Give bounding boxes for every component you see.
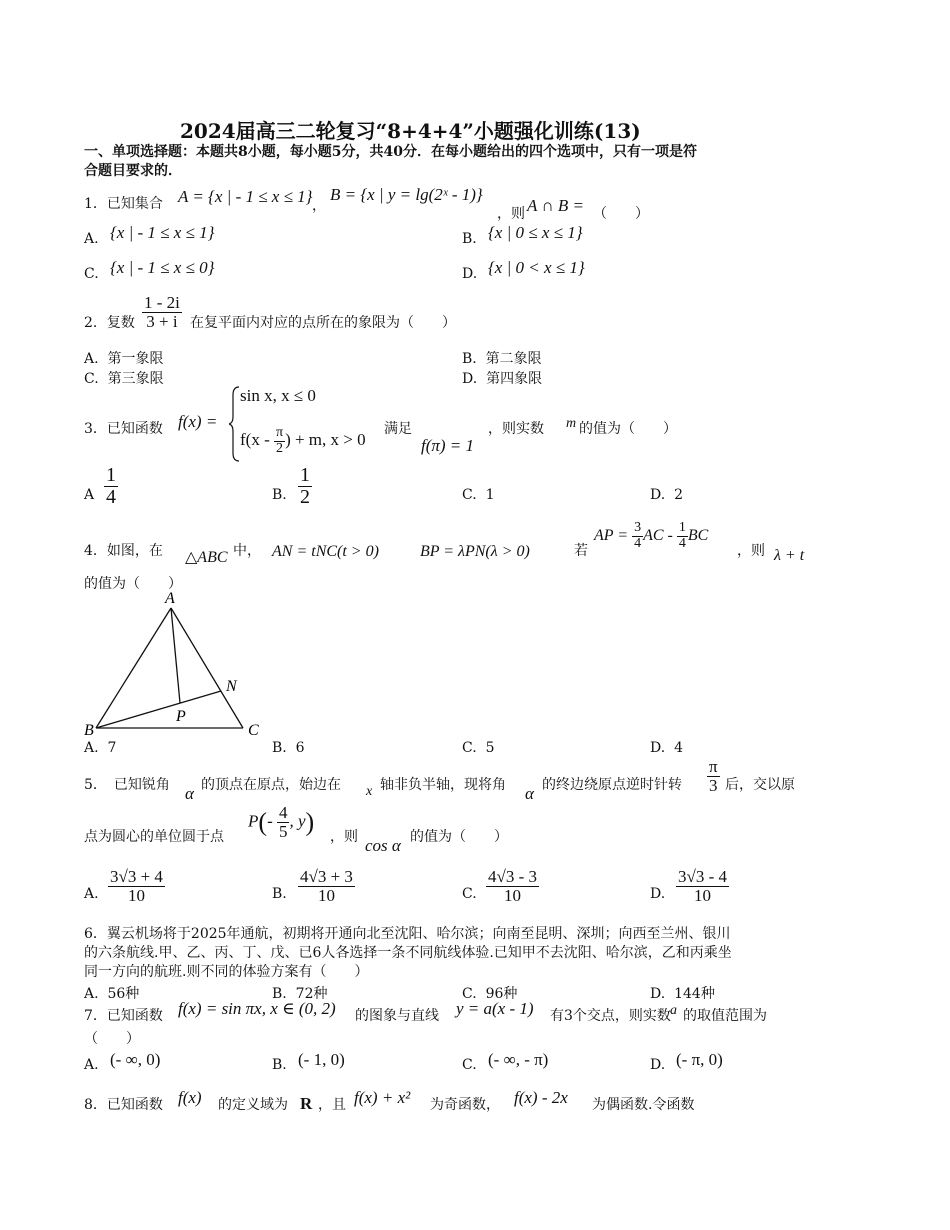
q3-case2 — [240, 426, 366, 456]
q6-option-d-text: 144种 — [674, 986, 715, 1002]
q5-option-a-label: A. — [84, 886, 99, 902]
q4-line2: 的值为（ ） — [84, 576, 182, 592]
q5-option-d-num: 3√3 - 4 — [678, 867, 727, 886]
q5-option-a-num: 3√3 + 4 — [110, 867, 163, 886]
q6-option-c-label: C. — [462, 986, 477, 1002]
q4-vector-expr — [594, 521, 708, 551]
q4-cond2: BP = λPN(λ > 0) — [420, 543, 530, 560]
q4-frac1-den: 4 — [634, 535, 642, 551]
q1-expr: A ∩ B = — [527, 196, 584, 215]
q3-option-c-label: C. — [462, 487, 477, 503]
q5-p1: 5． 已知锐角 — [84, 777, 170, 793]
q8-r: R — [300, 1094, 313, 1113]
q5-line2c: 的值为（ ） — [410, 829, 508, 845]
q4-option-d-label: D. — [650, 740, 666, 756]
q2-option-a — [84, 348, 163, 368]
label-p: P — [176, 708, 186, 725]
q4-option-c-text: 5 — [485, 740, 495, 756]
segment-ap — [171, 608, 180, 703]
q2-prefix: 2．复数 — [84, 315, 135, 331]
q5-rotation — [707, 758, 720, 795]
q1-comma: ， — [312, 198, 326, 214]
q5-option-b-num: 4√3 + 3 — [300, 867, 353, 886]
q8-mid3: 为奇函数， — [430, 1097, 500, 1113]
q3-option-c — [462, 487, 495, 503]
q6-option-a — [84, 983, 139, 1003]
q7-option-c: (- ∞, - π) — [488, 1050, 549, 1069]
q6-option-a-label: A. — [84, 986, 99, 1002]
q3-prefix: 3．已知函数 — [84, 421, 163, 437]
q2-option-d-label: D. — [462, 371, 478, 387]
q6-option-b-label: B. — [272, 986, 287, 1002]
q2-option-c — [84, 368, 164, 388]
q3-option-a-num: 1 — [106, 464, 116, 486]
q4-prefix: 4．如图，在 — [84, 543, 163, 559]
q1-option-b: {x | 0 ≤ x ≤ 1} — [488, 223, 583, 242]
q7-option-b-label: B. — [272, 1057, 287, 1073]
q4-option-d — [650, 740, 683, 756]
q7-line: y = a(x - 1) — [456, 999, 534, 1018]
q1-option-a-label: A. — [84, 231, 99, 247]
q7-tail: 的取值范围为 — [683, 1008, 767, 1024]
q3-option-d-label: D. — [650, 487, 666, 503]
q3-option-b-num: 1 — [300, 464, 310, 486]
q7-option-c-label: C. — [462, 1057, 477, 1073]
q4-triangle-figure — [80, 585, 270, 740]
q4-option-b — [272, 740, 305, 756]
q7-option-d-label: D. — [650, 1057, 666, 1073]
q2-option-c-label: C. — [84, 371, 99, 387]
q1-mid: ，则 — [497, 206, 525, 222]
q3-case2-two: 2 — [276, 440, 284, 456]
q2-option-a-label: A. — [84, 351, 99, 367]
q4-frac1-num: 3 — [634, 520, 642, 535]
q7-suffix: 有3个交点，则实数 — [550, 1008, 671, 1024]
q4-option-a — [84, 740, 116, 756]
q4-option-a-label: A. — [84, 740, 99, 756]
q5-alpha-2: α — [525, 784, 534, 803]
q5-option-c-label: C. — [462, 886, 477, 902]
label-a: A — [165, 590, 175, 607]
q8-fx: f(x) — [178, 1088, 202, 1107]
q6-line3: 同一方向的航班.则不同的体验方案有（ ） — [84, 964, 369, 980]
q1-blank: （ ） — [593, 206, 649, 222]
q2-option-b — [462, 348, 542, 368]
q1-option-c: {x | - 1 ≤ x ≤ 0} — [110, 258, 215, 277]
q3-tail: 的值为（ ） — [579, 421, 677, 437]
q6-option-a-text: 56种 — [107, 986, 140, 1002]
q4-ac: AC - — [643, 526, 673, 544]
q6-line2: 的六条航线.甲、乙、丙、丁、戊、已6人各选择一条不同航线体验.已知甲不去沈阳、哈尔滨，乙和丙乘坐 — [84, 945, 732, 961]
q5-minus: - — [267, 811, 273, 831]
q3-case2-b: ) + m, x > 0 — [285, 430, 366, 450]
page-title: 2024届高三二轮复习“8+4+4”小题强化训练(13) — [180, 119, 641, 143]
q5-option-c — [486, 868, 539, 905]
q4-ap: AP = — [594, 526, 629, 544]
q5-p4: 的终边绕原点逆时针转 — [542, 777, 682, 793]
q4-ruo: 若 — [574, 543, 588, 559]
q3-option-b — [298, 465, 312, 508]
q5-alpha-1: α — [185, 784, 194, 803]
q3-suffix: ，则实数 — [488, 421, 544, 437]
q3-mid: 满足 — [384, 421, 412, 437]
section-header-line2: 合题目要求的． — [84, 163, 182, 179]
q6-option-c-text: 96种 — [485, 986, 518, 1002]
q3-fx: f(x) = — [178, 412, 218, 431]
q1-option-d-label: D. — [462, 266, 478, 282]
q3-option-d-text: 2 — [674, 487, 684, 503]
q4-frac2-den: 4 — [678, 535, 686, 551]
q5-option-c-num: 4√3 - 3 — [488, 867, 537, 886]
q8-suffix: 为偶函数.令函数 — [592, 1097, 695, 1113]
q2-option-c-text: 第三象限 — [107, 371, 164, 387]
q1-set-b: B = {x | y = lg(2ˣ - 1)} — [330, 185, 483, 204]
q8-expr2: f(x) - 2x — [514, 1088, 568, 1107]
q5-option-b-label: B. — [272, 886, 287, 902]
q5-point-p: P — [248, 811, 259, 831]
q7-option-a-label: A. — [84, 1057, 99, 1073]
q5-p5: 后，交以原 — [725, 777, 795, 793]
q2-numerator: 1 - 2i — [144, 293, 180, 312]
q5-option-d-den: 10 — [694, 885, 711, 905]
q5-p3: 轴非负半轴，现将角 — [380, 777, 506, 793]
q1-prefix: 1．已知集合 — [84, 196, 163, 212]
q7-option-a: (- ∞, 0) — [110, 1050, 161, 1069]
q5-cos: cos α — [365, 836, 401, 855]
q1-option-c-label: C. — [84, 266, 99, 282]
q6-line1: 6．翼云机场将于2025年通航，初期将开通向北至沈阳、哈尔滨；向南至昆明、深圳；向西至兰州、银川 — [84, 926, 731, 942]
q3-var: m — [566, 416, 577, 431]
q3-option-a — [104, 465, 118, 508]
q1-option-b-label: B. — [462, 231, 477, 247]
q6-option-d — [650, 983, 715, 1003]
q5-option-b — [298, 868, 355, 905]
q2-option-d-text: 第四象限 — [486, 371, 543, 387]
q7-prefix: 7．已知函数 — [84, 1008, 163, 1024]
q2-option-b-label: B. — [462, 351, 477, 367]
q1-option-a: {x | - 1 ≤ x ≤ 1} — [110, 223, 215, 242]
q5-option-a-den: 10 — [127, 885, 145, 905]
q6-option-d-label: D. — [650, 986, 666, 1002]
q4-option-a-text: 7 — [107, 740, 117, 756]
section-header-line1: 一、单项选择题：本题共8小题，每小题5分，共40分．在每小题给出的四个选项中，只有一项是符 — [84, 144, 697, 160]
q4-option-c — [462, 740, 495, 756]
segment-bn — [96, 691, 221, 728]
q7-fx: f(x) = sin πx, x ∈ (0, 2) — [178, 999, 336, 1018]
label-b: B — [84, 722, 94, 739]
q5-line2b: ，则 — [330, 829, 358, 845]
label-n: N — [226, 678, 237, 695]
q3-case2-pi: π — [275, 425, 284, 440]
q2-option-a-text: 第一象限 — [107, 351, 164, 367]
q5-pi: π — [709, 757, 718, 776]
q3-option-a-den: 4 — [106, 486, 116, 508]
q7-var: a — [670, 1003, 677, 1018]
q5-point-num: 4 — [278, 803, 288, 822]
q4-ze: ，则 — [737, 543, 765, 559]
q6-option-b-text: 72种 — [295, 986, 328, 1002]
q4-option-d-text: 4 — [674, 740, 684, 756]
q5-line2a: 点为圆心的单位圆于点 — [84, 829, 224, 845]
q2-fraction — [142, 294, 182, 331]
q4-cond1: AN = tNC(t > 0) — [272, 543, 379, 560]
q1-option-d: {x | 0 < x ≤ 1} — [488, 258, 585, 277]
q3-option-d — [650, 487, 683, 503]
q4-bc: BC — [687, 526, 709, 544]
q2-option-d — [462, 368, 542, 388]
q4-frac2-num: 1 — [678, 520, 686, 535]
q3-case1: sin x, x ≤ 0 — [240, 386, 316, 405]
q4-option-b-text: 6 — [295, 740, 305, 756]
q5-point-den: 5 — [278, 821, 288, 841]
q3-condition: f(π) = 1 — [421, 436, 475, 455]
edge-ab — [96, 608, 171, 728]
q8-mid2: ，且 — [318, 1097, 346, 1113]
q4-option-b-label: B. — [272, 740, 287, 756]
q5-p2: 的顶点在原点，始边在 — [201, 777, 341, 793]
q4-triangle: △ABC — [185, 549, 228, 566]
q5-option-d-label: D. — [650, 886, 666, 902]
q4-option-c-label: C. — [462, 740, 477, 756]
q7-option-d: (- π, 0) — [676, 1050, 723, 1069]
q3-case2-a: f(x - — [240, 430, 270, 450]
q5-point: P(- $\frac{4}{5}$ , y) — [248, 803, 315, 841]
q5-option-b-den: 10 — [317, 885, 335, 905]
q3-option-b-label: B. — [272, 487, 287, 503]
q4-zh: 中， — [233, 543, 261, 559]
q3-option-b-den: 2 — [300, 486, 310, 508]
q8-expr1: f(x) + x² — [354, 1088, 411, 1107]
label-c: C — [248, 722, 259, 739]
q3-option-a-label: A — [84, 487, 95, 503]
q2-denominator: 3 + i — [146, 311, 178, 331]
q2-suffix: 在复平面内对应的点所在的象限为（ ） — [190, 315, 456, 331]
q5-three: 3 — [709, 775, 718, 795]
q5-option-d — [676, 868, 729, 905]
q5-point-y: , y — [289, 811, 306, 831]
q4-expr: λ + t — [774, 547, 805, 564]
q1-set-a: A = {x | - 1 ≤ x ≤ 1} — [178, 187, 313, 206]
q7-mid: 的图象与直线 — [355, 1008, 439, 1024]
q8-mid1: 的定义域为 — [218, 1097, 288, 1113]
q7-line2: （ ） — [84, 1031, 140, 1047]
q5-option-c-den: 10 — [504, 885, 521, 905]
q7-option-b: (- 1, 0) — [298, 1050, 345, 1069]
q8-prefix: 8．已知函数 — [84, 1097, 163, 1113]
q5-x: x — [366, 784, 373, 799]
q2-option-b-text: 第二象限 — [485, 351, 542, 367]
q5-option-a — [108, 868, 165, 905]
q3-option-c-text: 1 — [485, 487, 495, 503]
